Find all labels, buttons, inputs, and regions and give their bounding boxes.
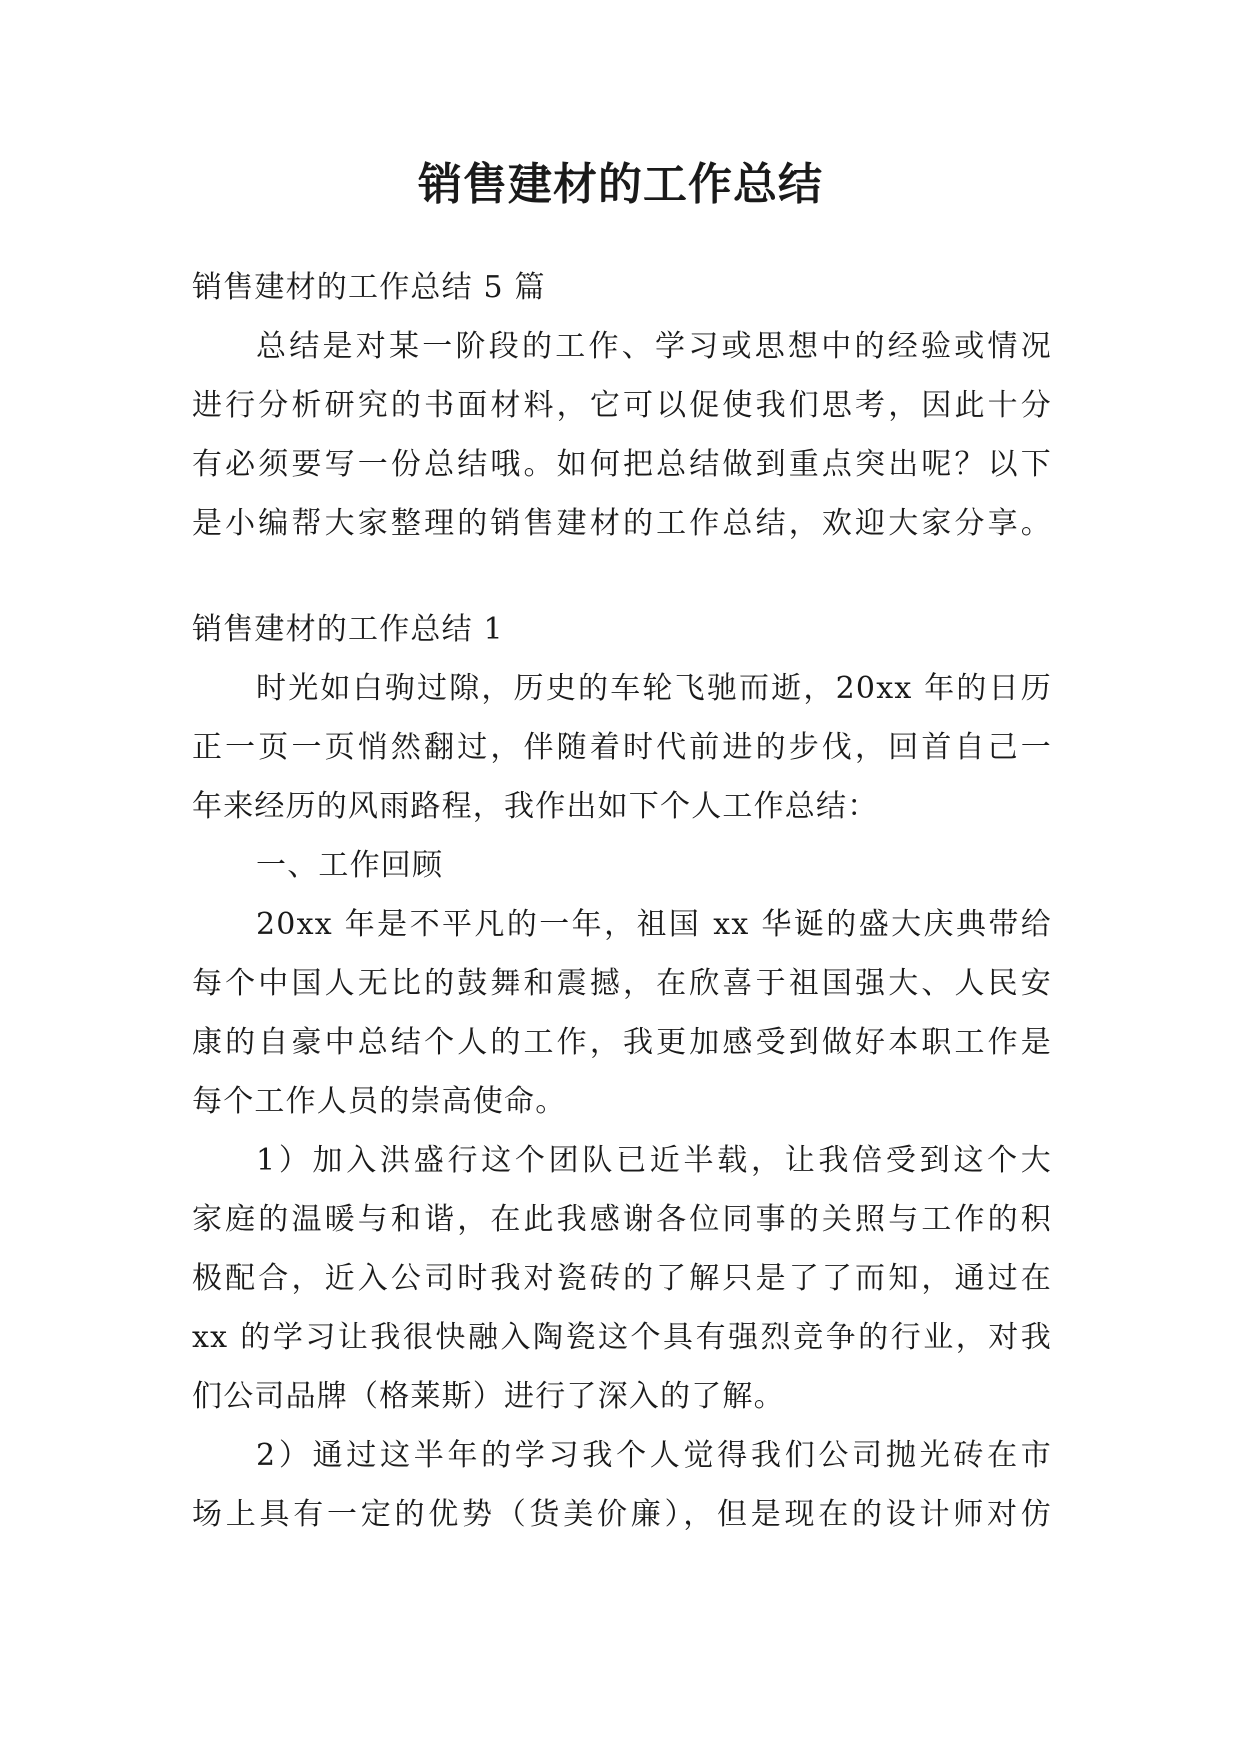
paragraph-line: 1）加入洪盛行这个团队已近半载，让我倍受到这个大	[256, 1143, 1052, 1178]
paragraph-line: 家庭的温暖与和谐，在此我感谢各位同事的关照与工作的积	[192, 1202, 1052, 1237]
paragraph-line: 年来经历的风雨路程，我作出如下个人工作总结：	[192, 789, 879, 824]
paragraph-line: 20xx 年是不平凡的一年，祖国 xx 华诞的盛大庆典带给	[256, 907, 1052, 942]
section-gap	[192, 553, 1052, 600]
intro-line: 是小编帮大家整理的销售建材的工作总结，欢迎大家分享。	[192, 506, 1052, 541]
paragraph-line: 时光如白驹过隙，历史的车轮飞驰而逝，20xx 年的日历	[256, 671, 1052, 706]
intro-line: 进行分析研究的书面材料，它可以促使我们思考，因此十分	[192, 388, 1052, 423]
intro-heading: 销售建材的工作总结 5 篇	[192, 270, 546, 305]
intro-line: 总结是对某一阶段的工作、学习或思想中的经验或情况	[256, 329, 1052, 364]
document-title: 销售建材的工作总结	[418, 159, 823, 210]
paragraph-line: 们公司品牌（格莱斯）进行了深入的了解。	[192, 1379, 785, 1414]
paragraph-line: 每个中国人无比的鼓舞和震撼，在欣喜于祖国强大、人民安	[192, 966, 1052, 1001]
intro-line: 有必须要写一份总结哦。如何把总结做到重点突出呢？以下	[192, 447, 1052, 482]
subheading-work-review: 一、工作回顾	[256, 848, 444, 883]
paragraph-line: 康的自豪中总结个人的工作，我更加感受到做好本职工作是	[192, 1025, 1052, 1060]
paragraph-line: 极配合，近入公司时我对瓷砖的了解只是了了而知，通过在	[192, 1261, 1052, 1296]
document-body	[192, 258, 1052, 1544]
paragraph-line: 正一页一页悄然翻过，伴随着时代前进的步伐，回首自己一	[192, 730, 1052, 765]
paragraph-line: 场上具有一定的优势（货美价廉），但是现在的设计师对仿	[192, 1497, 1052, 1532]
paragraph-line: xx 的学习让我很快融入陶瓷这个具有强烈竞争的行业，对我	[192, 1320, 1052, 1355]
section1-heading: 销售建材的工作总结 1	[192, 612, 504, 647]
paragraph-line: 2）通过这半年的学习我个人觉得我们公司抛光砖在市	[256, 1438, 1052, 1473]
paragraph-line: 每个工作人员的崇高使命。	[192, 1084, 567, 1119]
